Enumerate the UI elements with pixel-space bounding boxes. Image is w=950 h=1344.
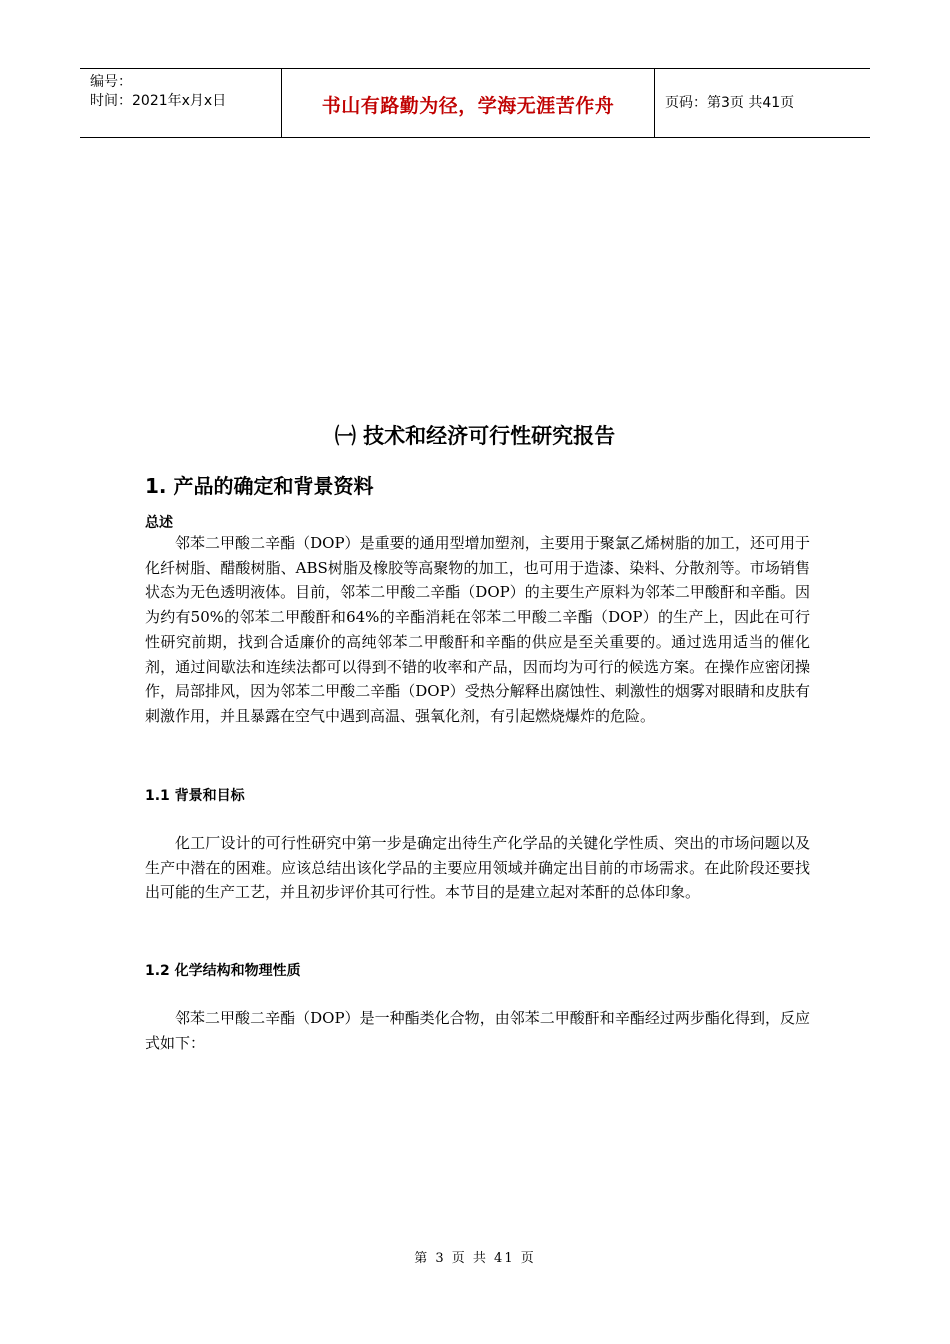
section-1-2-paragraph: 邻苯二甲酸二辛酯（DOP）是一种酯类化合物，由邻苯二甲酸酐和辛酯经过两步酯化得到，反应式如下： — [145, 1009, 810, 1052]
page-footer: 第 3 页 共 41 页 — [414, 1251, 536, 1266]
chapter-title: 1. 产品的确定和背景资料 — [145, 474, 374, 498]
header-left-cell — [80, 69, 282, 137]
section-1-1-heading: 1.1 背景和目标 — [145, 788, 245, 804]
section-1-1-paragraph: 化工厂设计的可行性研究中第一步是确定出待生产化学品的关键化学性质、突出的市场问题以及生产中潜在的困难。应该总结出该化学品的主要应用领域并确定出目前的市场需求。在此阶段还要找出可能的生产工艺，并且初步评价其可行性。本节目的是建立起对苯酐的总体印象。 — [145, 834, 810, 902]
header-page-info: 页码：第3页 共41页 — [665, 95, 795, 111]
overview-paragraph: 邻苯二甲酸二辛酯（DOP）是重要的通用型增加塑剂，主要用于聚氯乙烯树脂的加工，还可用于化纤树脂、醋酸树脂、ABS树脂及橡胶等高聚物的加工，也可用于造漆、染料、分散剂等。市场销售状态为无色透明液体。目前，邻苯二甲酸二辛酯（DOP）的主要生产原料为邻苯二甲酸酐和辛酯。因为约有50%的邻苯二甲酸酐和64%的辛酯消耗在邻苯二甲酸二辛酯（DOP）的生产上，因此在可行性研究前期，找到合适廉价的高纯邻苯二甲酸酐和辛酯的供应是至关重要的。通过选用适当的催化剂，通过间歇法和连续法都可以得到不错的收率和产品，因而均为可行的候选方案。在操作应密闭操作，局部排风，因为邻苯二甲酸二辛酯（DOP）受热分解释出腐蚀性、刺激性的烟雾对眼睛和皮肤有刺激作用，并且暴露在空气中遇到高温、强氧化剂，有引起燃烧爆炸的危险。 — [145, 534, 810, 725]
overview-heading: 总述 — [145, 515, 173, 531]
header-motto: 书山有路勤为径，学海无涯苦作舟 — [321, 95, 615, 117]
section-title: ㈠ 技术和经济可行性研究报告 — [334, 424, 616, 448]
document-header — [80, 68, 870, 138]
time-label: 时间：2021年x月x日 — [90, 93, 227, 109]
header-center-cell — [282, 69, 655, 137]
number-label: 编号： — [90, 74, 132, 90]
section-1-2-heading: 1.2 化学结构和物理性质 — [145, 963, 301, 979]
header-right-cell — [655, 69, 870, 137]
